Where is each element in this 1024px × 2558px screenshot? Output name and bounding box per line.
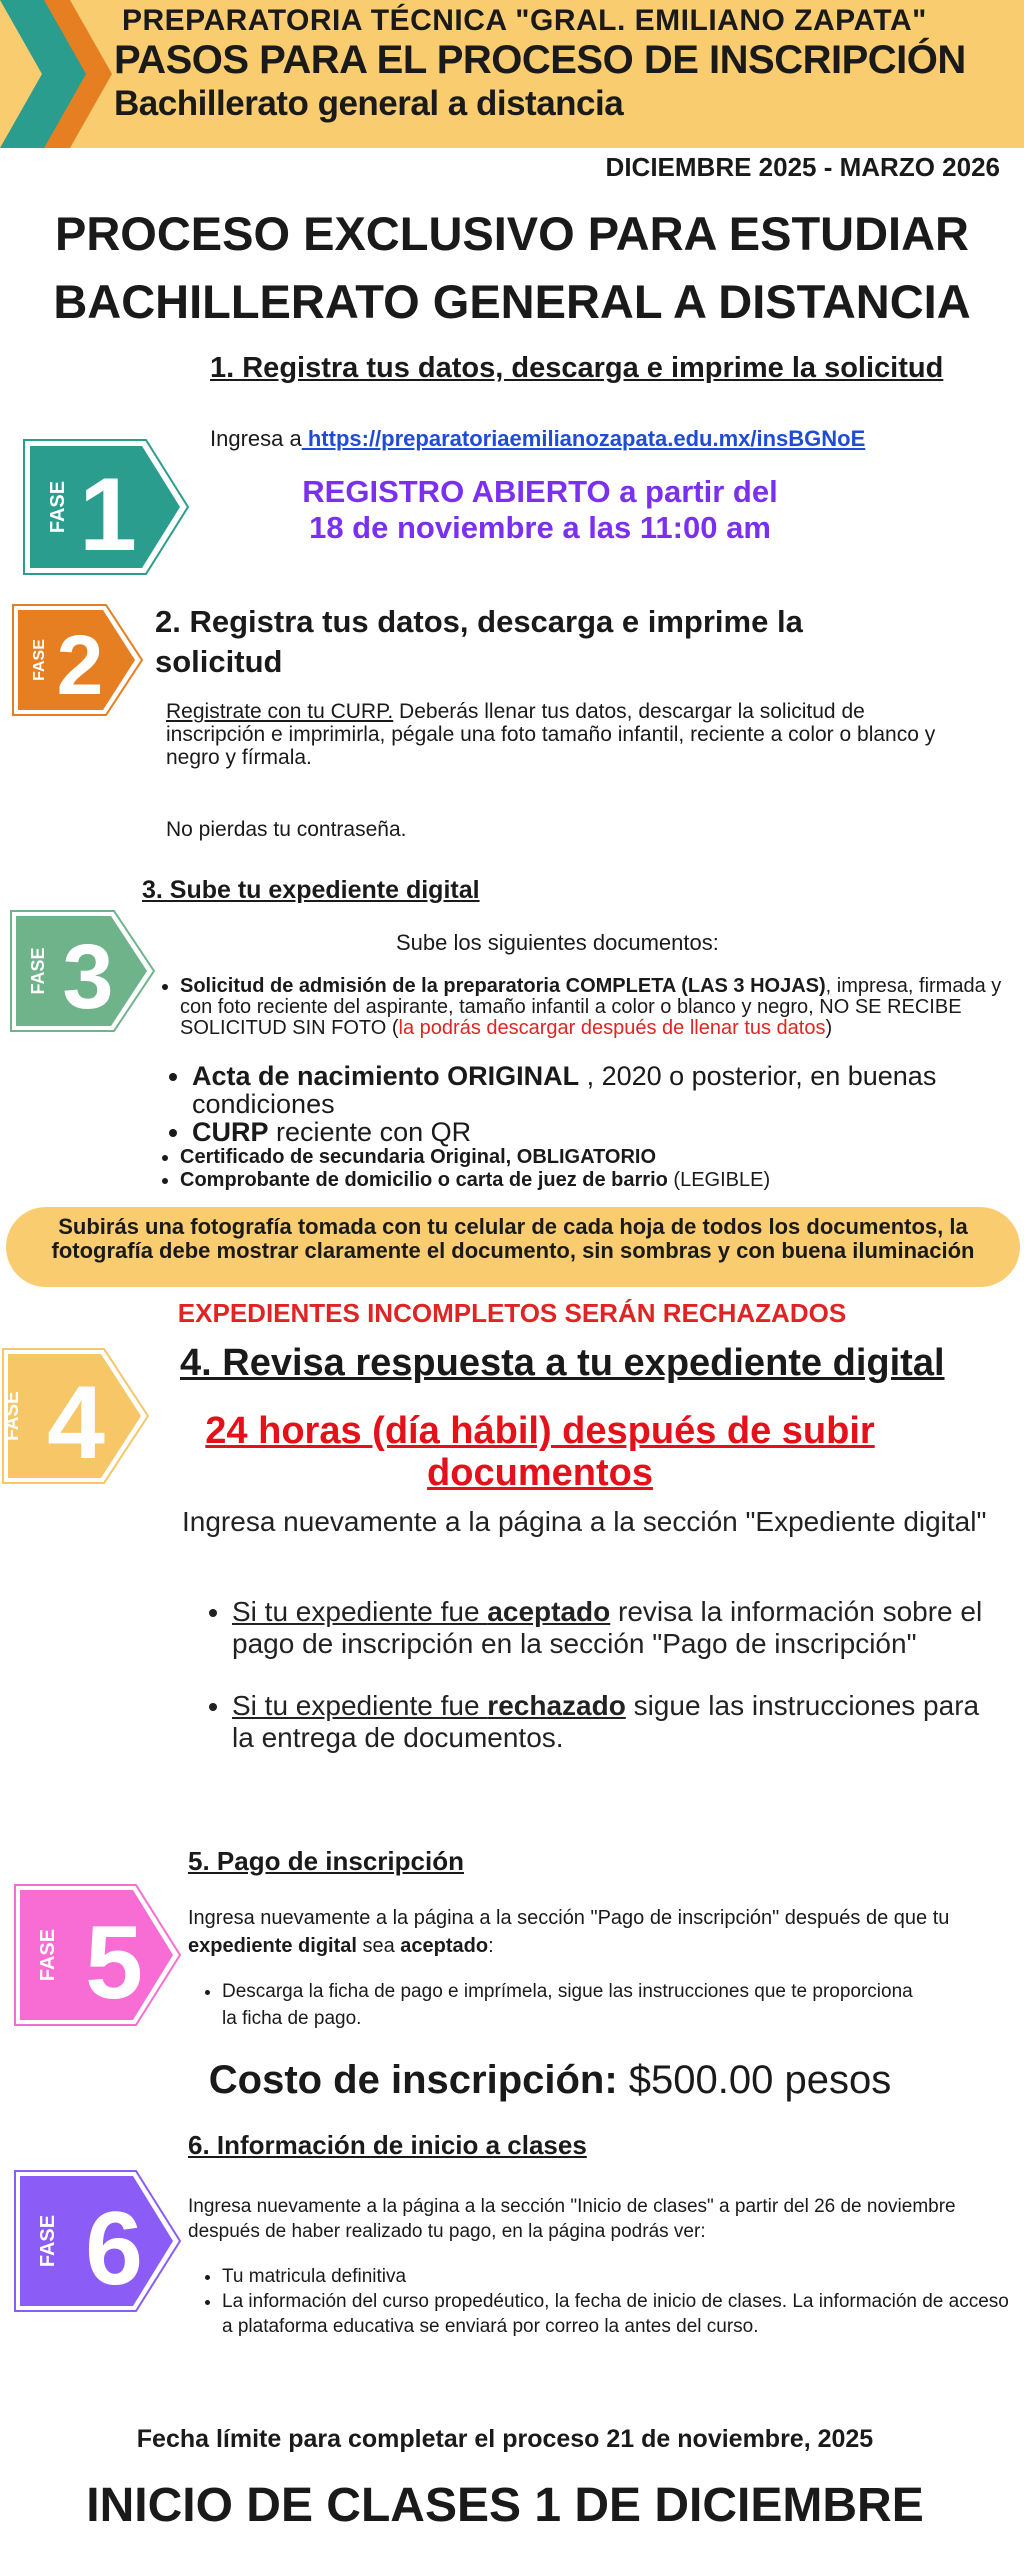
doc1-close: ): [825, 1017, 833, 1039]
cost-label: Costo de inscripción:: [208, 2058, 618, 2102]
phase-4-number: 4: [47, 1365, 105, 1481]
doc2-rest: , 2020 o posterior, en buenas condiciones: [192, 1061, 937, 1119]
doc1-red: la podrás descargar después de llenar tus datos: [398, 1017, 826, 1039]
registration-open-line1: REGISTRO ABIERTO a partir del: [302, 474, 778, 509]
phase-2-badge: [10, 602, 146, 718]
main-title-line2: BACHILLERATO GENERAL A DISTANCIA: [53, 275, 971, 328]
phase-2-title-line1: 2. Registra tus datos, descarga e imprime la: [155, 604, 803, 639]
phase-2-number: 2: [56, 618, 104, 712]
document-item: [180, 976, 1010, 1039]
accepted-pre: Si tu expediente fue: [232, 1596, 488, 1627]
phase-1-fase-label: FASE: [47, 480, 69, 534]
phase-3-title: 3. Sube tu expediente digital: [142, 876, 480, 904]
header-chevron-icon: [0, 0, 120, 148]
rejected-rest: sigue las instrucciones para la entrega de documentos.: [232, 1690, 980, 1753]
phase-6-bullet: • La información del curso propedéutico, la fecha de inicio de clases. La información de acceso a plataforma educativa se enviará por correo la antes del curso.: [222, 2289, 1012, 2339]
phase-5-bullet: • Descarga la ficha de pago e imprímela, sigue las instrucciones que te proporciona la ficha de pago.: [222, 1978, 922, 2032]
incomplete-warning: EXPEDIENTES INCOMPLETOS SERÁN RECHAZADOS: [177, 1298, 847, 1328]
phase-2-title: [155, 602, 803, 682]
registration-open-line2: 18 de noviembre a las 11:00 am: [309, 510, 771, 545]
phase-3-intro: Sube los siguientes documentos:: [396, 930, 719, 955]
accepted-rest: revisa la información sobre el pago de inscripción en la sección "Pago de inscripción": [232, 1596, 983, 1659]
doc5-rest: (LEGIBLE): [667, 1169, 771, 1191]
deadline-notice: Fecha límite para completar el proceso 21 de noviembre, 2025: [136, 2425, 874, 2453]
phase-6-badge: [12, 2168, 184, 2314]
phase-2-body: [166, 700, 966, 769]
phase-5-intro-mid: sea: [356, 1935, 401, 1957]
phase-5-title: 5. Pago de inscripción: [188, 1846, 464, 1876]
phase-6-fase-label: FASE: [37, 2214, 59, 2268]
doc5-bold: Comprobante de domicilio o carta de juez de barrio: [180, 1169, 668, 1191]
phase-5-fase-label: FASE: [37, 1928, 59, 1982]
phase-5-badge: [12, 1882, 184, 2028]
registration-link[interactable]: https://preparatoriaemilianozapata.edu.mx/insBGNoE: [301, 426, 866, 451]
outcome-accepted: [232, 1596, 992, 1660]
phase-6-bullet: • Tu matricula definitiva: [222, 2264, 1012, 2289]
review-time-notice: [180, 1410, 900, 1494]
outcome-rejected: [232, 1690, 992, 1754]
document-item: [180, 1169, 1024, 1192]
date-range: DICIEMBRE 2025 - MARZO 2026: [605, 152, 1000, 182]
phase-3-badge: [8, 908, 158, 1034]
phase-1-number: 1: [79, 457, 137, 573]
doc1-rest: , impresa, firmada y con foto reciente del aspirante, tamaño infantil a color o blanco y negro, NO SE RECIBE SOLICITUD SIN FOTO (: [180, 975, 1002, 1039]
phase-5-list: [200, 1978, 922, 2032]
phase-2-body-text: Deberás llenar tus datos, descargar la solicitud de inscripción e imprimirla, pégale una foto tamaño infantil, reciente a color o blanco y negro y fírmala.: [166, 700, 936, 769]
document-item: • Certificado de secundaria Original, OBLIGATORIO: [180, 1146, 1024, 1169]
document-item: [192, 1118, 1024, 1146]
review-time-line2: documentos: [427, 1452, 653, 1494]
phase-1-ingresa: [210, 426, 865, 452]
phase-3-number: 3: [62, 926, 114, 1028]
rejected-pre: Si tu expediente fue: [232, 1690, 488, 1721]
phase-6-intro: Ingresa nuevamente a la página a la sección "Inicio de clases" a partir del 26 de noviembre después de haber realizado tu pago, en la página podrás ver:: [188, 2196, 956, 2242]
phase-1-ingresa-text: Ingresa a: [210, 426, 302, 451]
phase-5-intro-pre: Ingresa nuevamente a la página a la sección "Pago de inscripción" después de que tu: [188, 1907, 950, 1929]
accepted-word: aceptado: [487, 1596, 611, 1627]
doc2-bold: Acta de nacimiento ORIGINAL: [192, 1061, 580, 1091]
page-subtitle: Bachillerato general a distancia: [114, 84, 624, 123]
review-time-line1: 24 horas (día hábil) después de subir: [205, 1410, 875, 1452]
curp-link[interactable]: Registrate con tu CURP.: [166, 700, 394, 723]
phase-5-intro-bold1: expediente digital: [188, 1935, 357, 1957]
main-title-line1: PROCESO EXCLUSIVO PARA ESTUDIAR: [55, 207, 969, 260]
page-title: PASOS PARA EL PROCESO DE INSCRIPCIÓN: [114, 38, 966, 82]
phase-5-intro: [188, 1904, 998, 1960]
phase-5-intro-end: :: [488, 1935, 494, 1957]
phase-4-badge: [0, 1346, 152, 1486]
phase-2-fase-label: FASE: [31, 639, 48, 681]
phase-1-title: 1. Registra tus datos, descarga e imprime la solicitud: [210, 352, 944, 384]
main-title: [0, 200, 1024, 336]
document-list: [158, 976, 1010, 1039]
phase-6-title: 6. Información de inicio a clases: [188, 2130, 587, 2160]
phase-3-fase-label: FASE: [28, 947, 48, 995]
doc3-rest: reciente con QR: [268, 1117, 472, 1147]
password-reminder: No pierdas tu contraseña.: [166, 818, 407, 841]
registration-open-notice: [300, 474, 780, 546]
school-name: PREPARATORIA TÉCNICA "GRAL. EMILIANO ZAPATA": [122, 4, 927, 37]
phase-4-title: 4. Revisa respuesta a tu expediente digital: [180, 1342, 945, 1384]
phase-4-intro: Ingresa nuevamente a la página a la sección "Expediente digital": [182, 1506, 987, 1537]
registration-cost: [0, 2058, 1024, 2103]
phase-4-outcomes: [206, 1596, 992, 1754]
rejected-word: rechazado: [487, 1690, 626, 1721]
doc3-bold: CURP: [192, 1117, 269, 1147]
phase-1-badge: [20, 436, 192, 578]
phase-5-number: 5: [85, 1905, 143, 2021]
phase-6-number: 6: [85, 2191, 143, 2307]
cost-value: $500.00 pesos: [617, 2058, 892, 2102]
phase-6-list: [200, 2264, 1012, 2339]
document-item: [192, 1062, 1024, 1118]
document-list-small: [158, 1146, 1024, 1192]
photo-instructions-banner: Subirás una fotografía tomada con tu celular de cada hoja de todos los documentos, la fotografía debe mostrar claramente el documento, sin sombras y con buena iluminación: [6, 1207, 1020, 1287]
phase-2-title-line2: solicitud: [155, 644, 283, 679]
document-list-large: [168, 1062, 1024, 1146]
doc1-bold: Solicitud de admisión de la preparatoria COMPLETA (LAS 3 HOJAS): [180, 975, 826, 997]
phase-5-intro-bold2: aceptado: [400, 1935, 489, 1957]
classes-start-notice: INICIO DE CLASES 1 DE DICIEMBRE: [86, 2479, 924, 2532]
phase-4-fase-label: FASE: [2, 1391, 23, 1441]
